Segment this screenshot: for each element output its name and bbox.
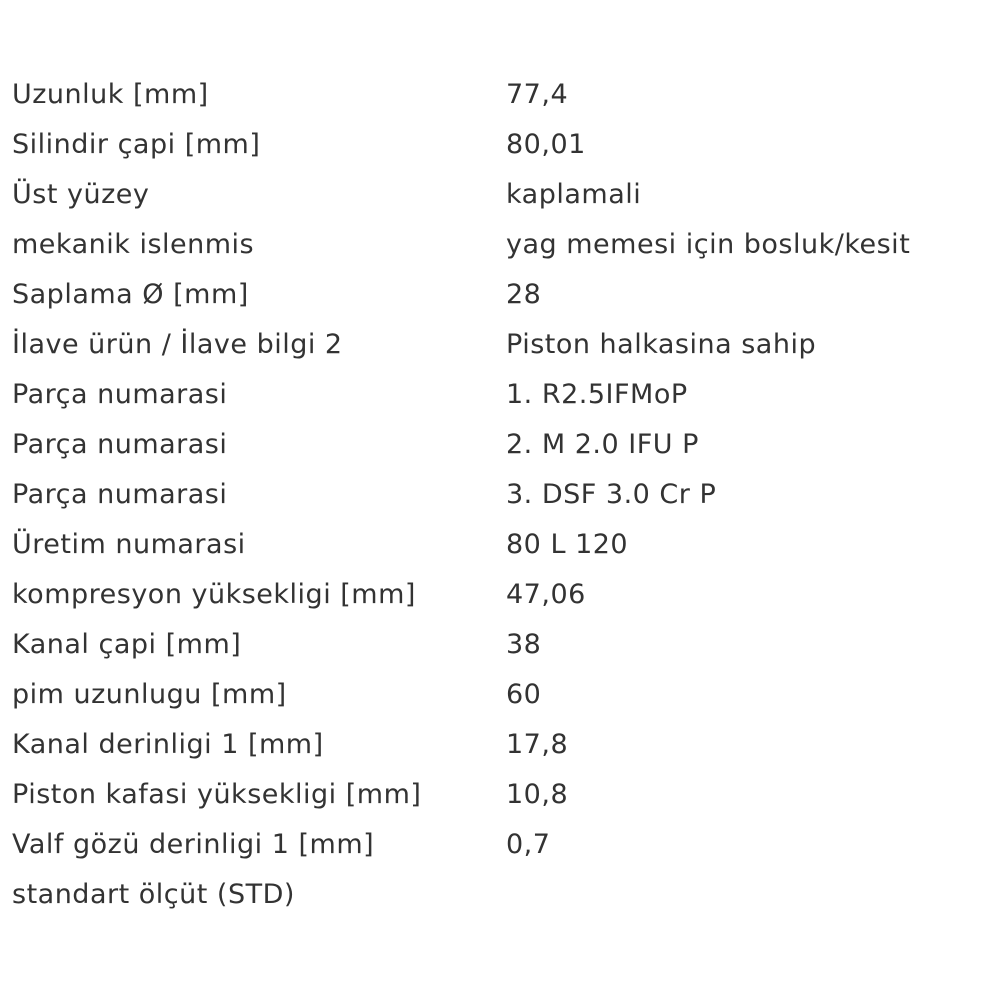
spec-value: 2. M 2.0 IFU P	[506, 429, 699, 460]
spec-label: Parça numarasi	[12, 429, 228, 460]
spec-value: 47,06	[506, 579, 586, 610]
spec-value: 38	[506, 629, 542, 660]
spec-row-pin-diameter	[12, 270, 992, 320]
spec-label: Kanal çapi [mm]	[12, 629, 242, 660]
spec-row-pin-length	[12, 670, 992, 720]
spec-row-machined	[12, 220, 992, 270]
spec-label: Üretim numarasi	[12, 529, 246, 560]
spec-label: İlave ürün / İlave bilgi 2	[12, 329, 343, 360]
spec-row-part-number-2	[12, 420, 992, 470]
spec-value: 0,7	[506, 829, 551, 860]
spec-label: kompresyon yüksekligi [mm]	[12, 579, 416, 610]
spec-row-length	[12, 70, 992, 120]
spec-value: 10,8	[506, 779, 569, 810]
spec-row-channel-depth	[12, 720, 992, 770]
spec-value: 80 L 120	[506, 529, 629, 560]
spec-value: 17,8	[506, 729, 569, 760]
spec-value: 28	[506, 279, 542, 310]
spec-row-top-surface	[12, 170, 992, 220]
spec-table	[12, 70, 992, 920]
spec-label: Saplama Ø [mm]	[12, 279, 249, 310]
spec-row-standard-size	[12, 870, 992, 920]
spec-label: mekanik islenmis	[12, 229, 255, 260]
spec-label: Uzunluk [mm]	[12, 79, 209, 110]
spec-row-compression-height	[12, 570, 992, 620]
spec-value	[506, 870, 992, 920]
spec-row-part-number-1	[12, 370, 992, 420]
spec-row-production-number	[12, 520, 992, 570]
spec-label: Silindir çapi [mm]	[12, 129, 261, 160]
spec-label: Parça numarasi	[12, 479, 228, 510]
spec-value: kaplamali	[506, 179, 642, 210]
spec-label: Kanal derinligi 1 [mm]	[12, 729, 324, 760]
spec-label: Üst yüzey	[12, 179, 150, 210]
spec-value: 80,01	[506, 129, 586, 160]
spec-row-valve-pocket-depth	[12, 820, 992, 870]
spec-label: Parça numarasi	[12, 379, 228, 410]
spec-label: standart ölçüt (STD)	[12, 879, 295, 910]
spec-value: Piston halkasina sahip	[506, 329, 817, 360]
spec-row-channel-diameter	[12, 620, 992, 670]
spec-label: Piston kafasi yüksekligi [mm]	[12, 779, 422, 810]
spec-value: 60	[506, 679, 542, 710]
spec-value: yag memesi için bosluk/kesit	[506, 229, 911, 260]
spec-label: Valf gözü derinligi 1 [mm]	[12, 829, 375, 860]
spec-row-piston-head-height	[12, 770, 992, 820]
spec-row-cylinder-diameter	[12, 120, 992, 170]
spec-value: 3. DSF 3.0 Cr P	[506, 479, 717, 510]
spec-row-part-number-3	[12, 470, 992, 520]
spec-value: 1. R2.5IFMoP	[506, 379, 688, 410]
spec-value: 77,4	[506, 79, 569, 110]
spec-row-additional-info	[12, 320, 992, 370]
spec-label: pim uzunlugu [mm]	[12, 679, 287, 710]
